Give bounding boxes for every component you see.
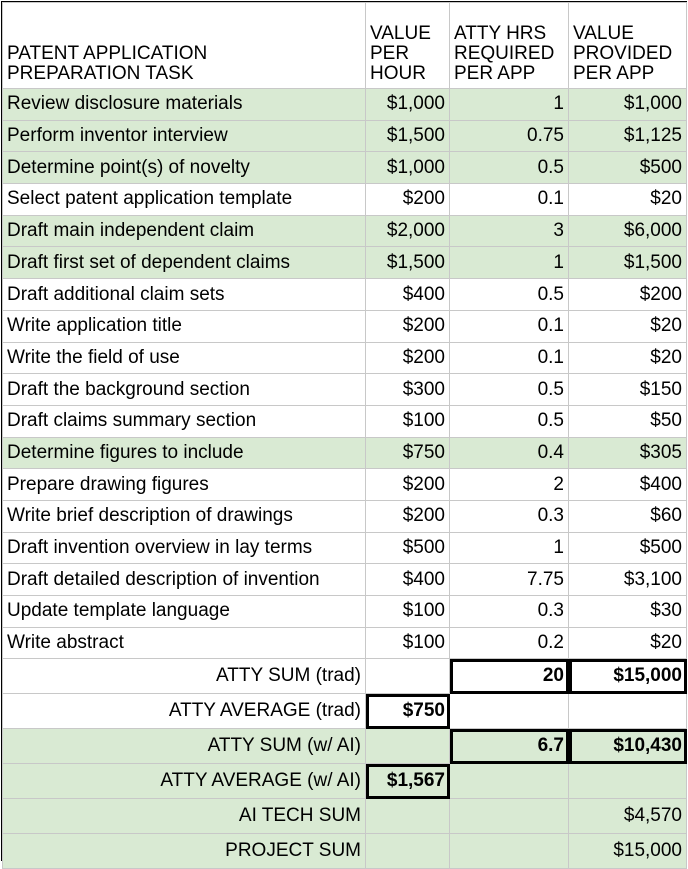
value-per-hour-cell[interactable]: $100 [366,627,450,659]
value-per-hour-cell[interactable]: $1,000 [366,89,450,121]
table-row [3,310,687,342]
task-cell[interactable]: Draft main independent claim [3,215,366,247]
value-provided-cell[interactable]: $500 [569,152,687,184]
atty-hrs-cell[interactable]: 0.5 [450,374,569,406]
atty-avg-trad-hrs-cell[interactable] [450,694,569,729]
header-hrs-line-1: ATTY HRS [454,23,547,45]
patent-task-table [2,2,687,869]
task-cell[interactable]: Write the field of use [3,342,366,374]
task-cell[interactable]: Draft first set of dependent claims [3,247,366,279]
header-value-line-2: PER [370,43,410,65]
ai-tech-sum-provided[interactable]: $4,570 [569,799,687,834]
table-row [3,532,687,564]
ai-tech-sum-value-cell[interactable] [366,799,450,834]
table-row [3,152,687,184]
summary-row-atty-sum-ai [3,729,687,764]
value-per-hour-cell[interactable]: $400 [366,564,450,596]
value-provided-cell[interactable]: $500 [569,532,687,564]
value-per-hour-cell[interactable]: $200 [366,342,450,374]
task-cell[interactable]: Update template language [3,596,366,628]
task-cell[interactable]: Prepare drawing figures [3,469,366,501]
atty-sum-trad-provided[interactable]: $15,000 [569,659,687,694]
value-provided-cell[interactable]: $30 [569,596,687,628]
value-provided-cell[interactable]: $1,125 [569,120,687,152]
task-cell[interactable]: Draft additional claim sets [3,279,366,311]
atty-avg-trad-label[interactable]: ATTY AVERAGE (trad) [3,694,366,729]
header-task-line-1: PATENT APPLICATION [7,43,208,65]
summary-row-atty-avg-trad [3,694,687,729]
table-row [3,374,687,406]
atty-hrs-cell[interactable]: 1 [450,89,569,121]
ai-tech-sum-hrs-cell[interactable] [450,799,569,834]
atty-hrs-cell[interactable]: 1 [450,532,569,564]
value-per-hour-cell[interactable]: $1,000 [366,152,450,184]
atty-hrs-cell[interactable]: 0.2 [450,627,569,659]
project-sum-label[interactable]: PROJECT SUM [3,834,366,869]
task-cell[interactable]: Draft the background section [3,374,366,406]
header-row [3,3,687,89]
task-cell[interactable]: Draft claims summary section [3,405,366,437]
spreadsheet [1,1,687,861]
summary-row-atty-sum-trad [3,659,687,694]
header-provided-line-2: PROVIDED [573,43,673,65]
summary-row-atty-avg-ai [3,764,687,799]
atty-sum-trad-label[interactable]: ATTY SUM (trad) [3,659,366,694]
atty-hrs-cell[interactable]: 3 [450,215,569,247]
value-per-hour-cell[interactable]: $200 [366,184,450,216]
atty-avg-trad-provided-cell[interactable] [569,694,687,729]
table-row [3,279,687,311]
header-provided-line-3: PER APP [573,63,655,85]
value-provided-cell[interactable]: $150 [569,374,687,406]
atty-hrs-cell[interactable]: 1 [450,247,569,279]
summary-row-project-sum [3,834,687,869]
table-row [3,437,687,469]
table-row [3,247,687,279]
header-atty-hrs[interactable] [450,3,569,89]
atty-hrs-cell[interactable]: 0.3 [450,500,569,532]
value-provided-cell[interactable]: $200 [569,279,687,311]
value-provided-cell[interactable]: $1,500 [569,247,687,279]
header-value-provided[interactable] [569,3,687,89]
value-per-hour-cell[interactable]: $200 [366,500,450,532]
table-row [3,405,687,437]
header-value-line-1: VALUE [370,23,431,45]
atty-avg-ai-label[interactable]: ATTY AVERAGE (w/ AI) [3,764,366,799]
value-provided-cell[interactable]: $400 [569,469,687,501]
task-cell[interactable]: Determine point(s) of novelty [3,152,366,184]
table-row [3,627,687,659]
value-provided-cell[interactable]: $60 [569,500,687,532]
table-row [3,342,687,374]
atty-hrs-cell[interactable]: 0.5 [450,279,569,311]
task-cell[interactable]: Determine figures to include [3,437,366,469]
task-cell[interactable]: Perform inventor interview [3,120,366,152]
table-row [3,120,687,152]
atty-hrs-cell[interactable]: 0.5 [450,152,569,184]
table-row [3,215,687,247]
task-cell[interactable]: Write brief description of drawings [3,500,366,532]
atty-hrs-cell[interactable]: 0.5 [450,405,569,437]
value-per-hour-cell[interactable]: $1,500 [366,120,450,152]
value-per-hour-cell[interactable]: $200 [366,310,450,342]
value-per-hour-cell[interactable]: $100 [366,405,450,437]
atty-hrs-cell[interactable]: 0.75 [450,120,569,152]
value-provided-cell[interactable]: $3,100 [569,564,687,596]
atty-hrs-cell[interactable]: 0.1 [450,184,569,216]
header-value-per-hour[interactable] [366,3,450,89]
table-row [3,469,687,501]
atty-sum-ai-hrs[interactable]: 6.7 [450,729,569,764]
table-row [3,89,687,121]
task-cell[interactable]: Review disclosure materials [3,89,366,121]
atty-avg-ai-value[interactable]: $1,567 [366,764,450,799]
header-task-line-2: PREPARATION TASK [7,63,194,85]
atty-hrs-cell[interactable]: 0.4 [450,437,569,469]
table-row [3,564,687,596]
value-provided-cell[interactable]: $50 [569,405,687,437]
value-per-hour-cell[interactable]: $750 [366,437,450,469]
value-provided-cell[interactable]: $305 [569,437,687,469]
atty-avg-ai-provided-cell[interactable] [569,764,687,799]
ai-tech-sum-label[interactable]: AI TECH SUM [3,799,366,834]
atty-sum-ai-label[interactable]: ATTY SUM (w/ AI) [3,729,366,764]
atty-sum-ai-value-cell[interactable] [366,729,450,764]
atty-hrs-cell[interactable]: 0.3 [450,596,569,628]
summary-row-ai-tech-sum [3,799,687,834]
value-provided-cell[interactable]: $20 [569,627,687,659]
atty-avg-trad-value[interactable]: $750 [366,694,450,729]
table-row [3,596,687,628]
task-cell[interactable]: Select patent application template [3,184,366,216]
atty-avg-ai-hrs-cell[interactable] [450,764,569,799]
value-per-hour-cell[interactable]: $300 [366,374,450,406]
value-per-hour-cell[interactable]: $200 [366,469,450,501]
atty-hrs-cell[interactable]: 0.1 [450,310,569,342]
header-provided-line-1: VALUE [573,23,634,45]
table-row [3,500,687,532]
value-per-hour-cell[interactable]: $2,000 [366,215,450,247]
header-task[interactable] [3,3,366,89]
project-sum-provided[interactable]: $15,000 [569,834,687,869]
atty-sum-trad-value-cell[interactable] [366,659,450,694]
table-row [3,184,687,216]
project-sum-value-cell[interactable] [366,834,450,869]
project-sum-hrs-cell[interactable] [450,834,569,869]
value-per-hour-cell[interactable]: $1,500 [366,247,450,279]
header-hrs-line-2: REQUIRED [454,43,555,65]
task-cell[interactable]: Draft invention overview in lay terms [3,532,366,564]
value-per-hour-cell[interactable]: $500 [366,532,450,564]
atty-sum-trad-hrs[interactable]: 20 [450,659,569,694]
task-cell[interactable]: Draft detailed description of invention [3,564,366,596]
value-provided-cell[interactable]: $20 [569,184,687,216]
task-cell[interactable]: Write abstract [3,627,366,659]
atty-sum-ai-provided[interactable]: $10,430 [569,729,687,764]
task-cell[interactable]: Write application title [3,310,366,342]
value-provided-cell[interactable]: $1,000 [569,89,687,121]
atty-hrs-cell[interactable]: 0.1 [450,342,569,374]
value-per-hour-cell[interactable]: $400 [366,279,450,311]
atty-hrs-cell[interactable]: 2 [450,469,569,501]
value-provided-cell[interactable]: $20 [569,342,687,374]
atty-hrs-cell[interactable]: 7.75 [450,564,569,596]
header-hrs-line-3: PER APP [454,63,536,85]
header-value-line-3: HOUR [370,63,426,85]
value-provided-cell[interactable]: $6,000 [569,215,687,247]
value-per-hour-cell[interactable]: $100 [366,596,450,628]
value-provided-cell[interactable]: $20 [569,310,687,342]
